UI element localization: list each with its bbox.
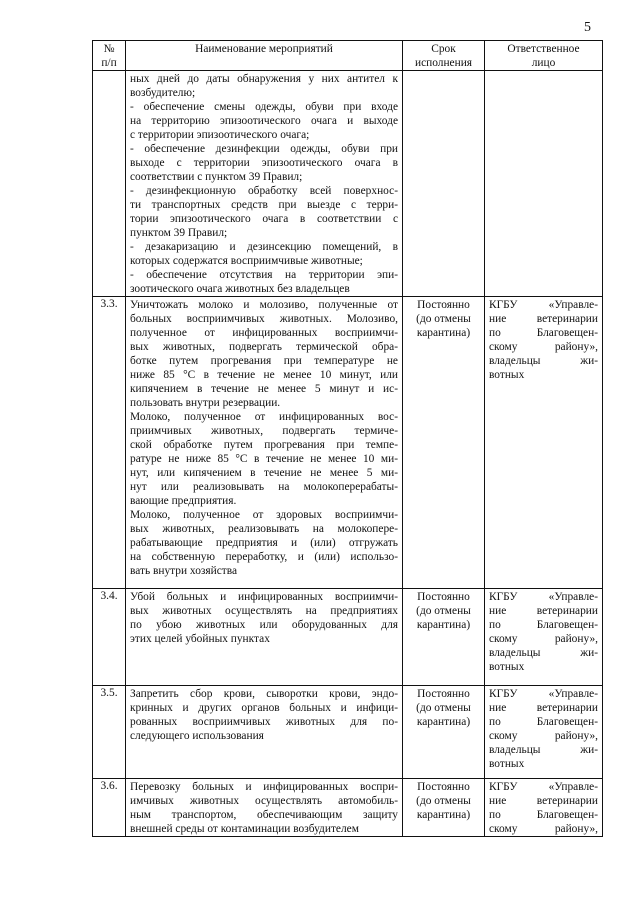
text-line: владельцы жи- xyxy=(489,355,598,367)
header-num-line: п/п xyxy=(101,57,117,69)
row-term-cell xyxy=(403,297,485,589)
text-line: вых животных, подвергать термической обра- xyxy=(130,341,398,353)
text-line: карантина) xyxy=(416,716,471,728)
header-resp-line: Ответственное xyxy=(507,43,580,55)
text-line: вотных xyxy=(489,758,525,770)
text-line: пользовать внутри резервации. xyxy=(130,397,281,409)
text-line: КГБУ «Управле- xyxy=(489,299,598,311)
row-num-cell: 3.3. xyxy=(93,297,126,589)
text-line: по Благовещен- xyxy=(489,716,598,728)
text-line: - дезакаризацию и дезинсекцию помещений, в xyxy=(130,241,398,253)
text-line: Убой больных и инфицированных восприимчи- xyxy=(130,591,398,603)
row-term-cell xyxy=(403,686,485,779)
text-line: кринных и других органов больных и инфици- xyxy=(130,702,398,714)
text-line: карантина) xyxy=(416,619,471,631)
text-line: вотных xyxy=(489,369,525,381)
text-line: Постоянно xyxy=(417,781,470,793)
row-num-cell: 3.5. xyxy=(93,686,126,779)
text-line: Молоко, полученное от здоровых восприимчи- xyxy=(130,509,398,521)
table-row-continuation xyxy=(93,71,603,297)
text-line: вать внутри хозяйства xyxy=(130,565,238,577)
text-line: владельцы жи- xyxy=(489,744,598,756)
text-line: (до отмены xyxy=(416,605,471,617)
row-text-cell xyxy=(126,779,403,837)
text-line: ние ветеринарии xyxy=(489,313,598,325)
text-line: скому району», xyxy=(489,341,598,353)
text-line: Постоянно xyxy=(417,299,470,311)
text-line: - обеспечение смены одежды, обуви при входе xyxy=(130,101,398,113)
text-line: ратуре не ниже 85 °С в течение не менее 10 ми- xyxy=(130,453,398,465)
text-line: ным транспортом, обеспечивающим защиту xyxy=(130,809,398,821)
row-resp-cell xyxy=(485,71,603,297)
text-line: на собственную переработку, и (или) использо- xyxy=(130,551,398,563)
text-line: ти транспортных средств при выезде с терри- xyxy=(130,199,398,211)
row-text-cell xyxy=(126,686,403,779)
text-line: Постоянно xyxy=(417,591,470,603)
text-line: Перевозку больных и инфицированных воспри- xyxy=(130,781,398,793)
table-row xyxy=(93,297,603,589)
text-line: скому району», xyxy=(489,823,598,835)
header-resp-line: лицо xyxy=(531,57,556,69)
text-line: (до отмены xyxy=(416,702,471,714)
text-line: КГБУ «Управле- xyxy=(489,781,598,793)
text-line: больных восприимчивых животных. Молозиво, xyxy=(130,313,398,325)
text-line: ние ветеринарии xyxy=(489,605,598,617)
text-line: КГБУ «Управле- xyxy=(489,688,598,700)
text-line: (до отмены xyxy=(416,313,471,325)
text-line: ботке путем прогревания при температуре не xyxy=(130,355,398,367)
row-text-cell xyxy=(126,589,403,686)
text-line: ской обработке путем прогревания при темпе- xyxy=(130,439,398,451)
text-line: владельцы жи- xyxy=(489,647,598,659)
text-line: тории эпизоотического очага в соответствии с xyxy=(130,213,398,225)
text-line: рованных восприимчивых животных для по- xyxy=(130,716,398,728)
text-line: Молоко, полученное от инфицированных вос- xyxy=(130,411,398,423)
text-line: этих целей убойных пунктах xyxy=(130,633,270,645)
header-num-line: № xyxy=(103,43,115,55)
text-line: ниже 85 °С в течение не менее 10 минут, или xyxy=(130,369,398,381)
text-line: КГБУ «Управле- xyxy=(489,591,598,603)
text-line: по Благовещен- xyxy=(489,619,598,631)
row-num-cell xyxy=(93,71,126,297)
text-line: скому району», xyxy=(489,633,598,645)
row-resp-cell xyxy=(485,297,603,589)
text-line: полученное от инфицированных восприимчи- xyxy=(130,327,398,339)
text-line: нут, или кипячением в течение не менее 5 ми- xyxy=(130,467,398,479)
row-resp-cell xyxy=(485,779,603,837)
text-line: внешней среды от контаминации возбудителем xyxy=(130,823,359,835)
header-num xyxy=(93,41,126,71)
text-line: соответствии с пунктом 39 Правил; xyxy=(130,171,303,183)
text-line: вотных xyxy=(489,661,525,673)
row-num-cell: 3.4. xyxy=(93,589,126,686)
text-line: ние ветеринарии xyxy=(489,795,598,807)
text-line: по Благовещен- xyxy=(489,327,598,339)
table-row xyxy=(93,589,603,686)
text-line: карантина) xyxy=(416,327,471,339)
text-line: скому району», xyxy=(489,730,598,742)
text-line: Уничтожать молоко и молозиво, полученные от xyxy=(130,299,398,311)
header-term-line: исполнения xyxy=(414,57,473,69)
row-term-cell xyxy=(403,779,485,837)
table-row xyxy=(93,779,603,837)
row-num-cell: 3.6. xyxy=(93,779,126,837)
text-line: по убою животных или оборудованных для xyxy=(130,619,398,631)
text-line: Запретить сбор крови, сыворотки крови, эндо- xyxy=(130,688,398,700)
text-line: Постоянно xyxy=(417,688,470,700)
text-line: - обеспечение дезинфекции одежды, обуви при xyxy=(130,143,398,155)
row-resp-cell xyxy=(485,686,603,779)
text-line: на территорию эпизоотического очага и выходе xyxy=(130,115,398,127)
text-line: карантина) xyxy=(416,809,471,821)
text-line: (до отмены xyxy=(416,795,471,807)
page-number: 5 xyxy=(584,20,591,35)
text-line: - обеспечение отсутствия на территории эпи- xyxy=(130,269,398,281)
row-term-cell xyxy=(403,71,485,297)
row-text-cell xyxy=(126,71,403,297)
row-resp-cell xyxy=(485,589,603,686)
measures-table xyxy=(92,40,603,837)
text-line: пунктом 39 Правил; xyxy=(130,227,228,239)
text-line: вых животных, реализовывать на молокопере- xyxy=(130,523,398,535)
text-line: имчивых животных осуществлять автомобиль- xyxy=(130,795,398,807)
text-line: вых животных осуществлять на предприятиях xyxy=(130,605,398,617)
table-row xyxy=(93,686,603,779)
text-line: приимчивых животных, подвергать термиче- xyxy=(130,425,398,437)
text-line: - дезинфекционную обработку всей поверхнос- xyxy=(130,185,398,197)
text-line: зоотического очага животных без владельцев xyxy=(130,283,350,295)
header-responsible xyxy=(485,41,603,71)
row-term-cell xyxy=(403,589,485,686)
row-text-cell xyxy=(126,297,403,589)
text-line: вающие предприятия. xyxy=(130,495,237,507)
text-line: которых содержатся восприимчивые животные; xyxy=(130,255,363,267)
header-name-label: Наименование мероприятий xyxy=(195,43,333,55)
text-line: с территории эпизоотического очага; xyxy=(130,129,310,141)
text-line: нут или реализовывать на молокоперерабаты- xyxy=(130,481,398,493)
table-header-row xyxy=(93,41,603,71)
text-line: выходе с территории эпизоотического очага в xyxy=(130,157,398,169)
text-line: возбудителю; xyxy=(130,87,196,99)
header-term xyxy=(403,41,485,71)
text-line: по Благовещен- xyxy=(489,809,598,821)
header-name xyxy=(126,41,403,71)
text-line: ние ветеринарии xyxy=(489,702,598,714)
text-line: рабатывающие предприятия и (или) отгружать xyxy=(130,537,398,549)
text-line: следующего использования xyxy=(130,730,264,742)
text-line: ных дней до даты обнаружения у них антител к xyxy=(130,73,398,85)
header-term-line: Срок xyxy=(431,43,456,55)
text-line: кипячением в течение не менее 5 минут и ис- xyxy=(130,383,398,395)
